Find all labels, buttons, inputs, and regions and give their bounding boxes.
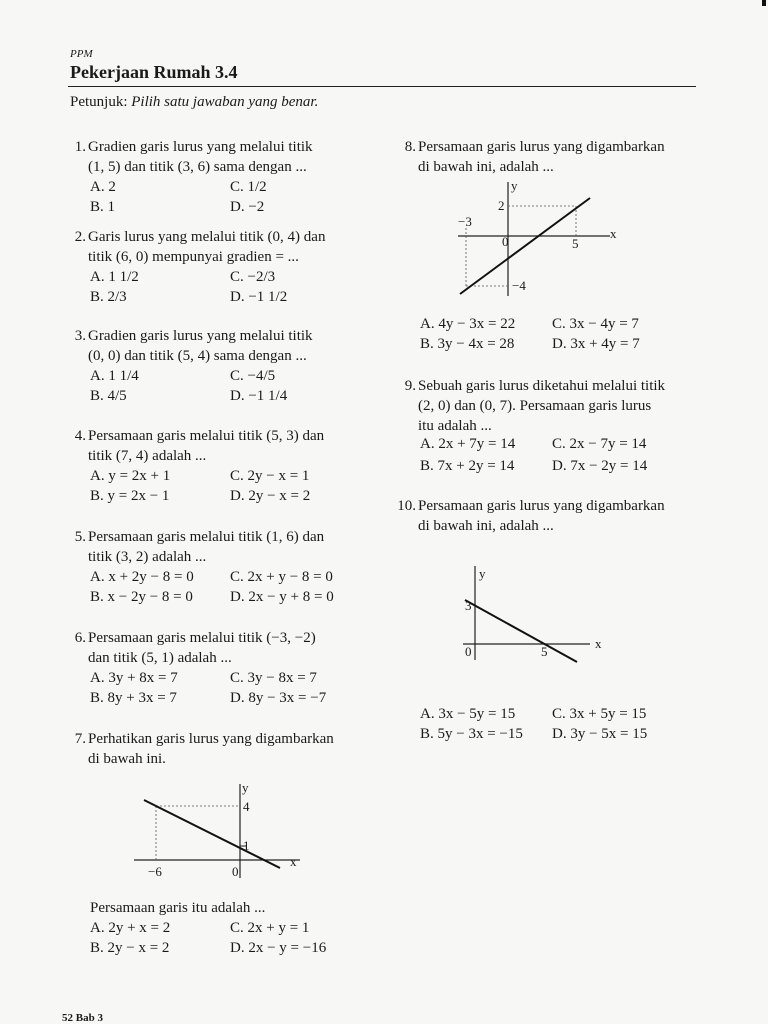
question-7 <box>62 729 382 769</box>
question-text: Persamaan garis melalui titik (1, 6) dan <box>88 529 325 545</box>
question-number: 7. <box>74 731 86 747</box>
question-10 <box>392 496 712 536</box>
instruction-text: Pilih satu jawaban yang benar. <box>131 94 319 110</box>
question-number: 6. <box>74 630 86 646</box>
page-title: Pekerjaan Rumah 3.4 <box>70 62 238 82</box>
tick-label: −6 <box>148 864 162 879</box>
question-number: 5. <box>74 529 86 545</box>
plotted-line <box>144 800 280 868</box>
question-text: Persamaan garis itu adalah ... <box>90 900 266 916</box>
question-4 <box>62 426 382 508</box>
question-10-answers <box>392 704 712 746</box>
option-b[interactable]: B. 1 <box>90 199 116 215</box>
option-a[interactable]: A. 2x + 7y = 14 <box>420 436 516 452</box>
option-c[interactable]: C. 3x − 4y = 7 <box>552 316 639 332</box>
tick-label: 0 <box>232 864 239 879</box>
question-text: dan titik (5, 1) adalah ... <box>88 650 232 666</box>
x-axis-label: x <box>595 636 602 651</box>
option-d[interactable]: D. 3x + 4y = 7 <box>552 336 640 352</box>
option-d[interactable]: D. 2x − y = −16 <box>230 940 327 956</box>
question-number: 10. <box>397 498 416 514</box>
question-text: (2, 0) dan (0, 7). Persamaan garis lurus <box>418 398 652 414</box>
question-text: itu adalah ... <box>418 418 492 434</box>
option-a[interactable]: A. 3y + 8x = 7 <box>90 670 178 686</box>
option-d[interactable]: D. 3y − 5x = 15 <box>552 726 648 742</box>
tick-label: 2 <box>498 198 505 213</box>
option-c[interactable]: C. 3y − 8x = 7 <box>230 670 317 686</box>
option-a[interactable]: A. y = 2x + 1 <box>90 468 171 484</box>
option-d[interactable]: D. 2x − y + 8 = 0 <box>230 589 334 605</box>
tick-label: −3 <box>458 214 472 229</box>
tick-label: 3 <box>465 598 472 613</box>
question-text: Persamaan garis melalui titik (5, 3) dan <box>88 428 325 444</box>
question-text: Gradien garis lurus yang melalui titik <box>88 328 313 344</box>
option-b[interactable]: B. 2/3 <box>90 289 127 305</box>
option-d[interactable]: D. −2 <box>230 199 265 215</box>
y-axis-label: y <box>511 178 518 193</box>
option-a[interactable]: A. 2 <box>90 179 116 195</box>
option-d[interactable]: D. 2y − x = 2 <box>230 488 311 504</box>
option-c[interactable]: C. 2x − 7y = 14 <box>552 436 647 452</box>
option-c[interactable]: C. 2x + y − 8 = 0 <box>230 569 333 585</box>
option-c[interactable]: C. −4/5 <box>230 368 276 384</box>
question-text: Persamaan garis lurus yang digambarkan <box>418 139 665 155</box>
question-text: titik (6, 0) mempunyai gradien = ... <box>88 249 299 265</box>
line-graph-q8 <box>450 178 630 300</box>
option-b[interactable]: B. 7x + 2y = 14 <box>420 458 515 474</box>
question-7-answers <box>62 898 382 960</box>
question-8-answers <box>392 314 712 356</box>
question-number: 9. <box>404 378 416 394</box>
option-b[interactable]: B. 8y + 3x = 7 <box>90 690 177 706</box>
x-axis-label: x <box>610 226 617 241</box>
option-b[interactable]: B. 4/5 <box>90 388 127 404</box>
option-a[interactable]: A. 1 1/2 <box>90 269 139 285</box>
tick-label: 4 <box>243 799 250 814</box>
question-text: Garis lurus yang melalui titik (0, 4) dan <box>88 229 326 245</box>
option-d[interactable]: D. −1 1/4 <box>230 388 288 404</box>
question-text: Sebuah garis lurus diketahui melalui titik <box>418 378 666 394</box>
question-number: 2. <box>74 229 86 245</box>
question-number: 8. <box>404 139 416 155</box>
question-text: Perhatikan garis lurus yang digambarkan <box>88 731 334 747</box>
option-d[interactable]: D. 7x − 2y = 14 <box>552 458 648 474</box>
question-number: 3. <box>74 328 86 344</box>
question-text: di bawah ini. <box>88 751 166 767</box>
option-c[interactable]: C. 2x + y = 1 <box>230 920 310 936</box>
tick-label: 1 <box>243 838 250 853</box>
question-text: Persamaan garis melalui titik (−3, −2) <box>88 630 316 646</box>
question-1 <box>62 137 382 219</box>
scan-mark <box>762 0 766 6</box>
question-3 <box>62 326 382 408</box>
question-8 <box>392 137 712 177</box>
tick-label: 5 <box>572 236 579 251</box>
title-divider <box>68 86 696 87</box>
publisher-label: PPM <box>70 48 93 60</box>
option-b[interactable]: B. 2y − x = 2 <box>90 940 170 956</box>
y-axis-label: y <box>242 780 249 795</box>
tick-label: 5 <box>541 644 548 659</box>
option-c[interactable]: C. 3x + 5y = 15 <box>552 706 647 722</box>
option-c[interactable]: C. 1/2 <box>230 179 267 195</box>
question-number: 1. <box>74 139 86 155</box>
option-a[interactable]: A. 3x − 5y = 15 <box>420 706 516 722</box>
line-graph-q10 <box>455 562 625 670</box>
question-text: di bawah ini, adalah ... <box>418 159 554 175</box>
question-9 <box>392 376 712 476</box>
option-d[interactable]: D. 8y − 3x = −7 <box>230 690 327 706</box>
question-2 <box>62 227 382 309</box>
tick-label: 0 <box>465 644 472 659</box>
option-a[interactable]: A. 2y + x = 2 <box>90 920 171 936</box>
option-a[interactable]: A. 1 1/4 <box>90 368 139 384</box>
question-text: Gradien garis lurus yang melalui titik <box>88 139 313 155</box>
line-graph-q7 <box>130 778 310 888</box>
option-b[interactable]: B. y = 2x − 1 <box>90 488 170 504</box>
option-a[interactable]: A. x + 2y − 8 = 0 <box>90 569 194 585</box>
instruction-label: Petunjuk: <box>70 94 128 110</box>
plotted-line <box>465 600 577 662</box>
option-b[interactable]: B. x − 2y − 8 = 0 <box>90 589 193 605</box>
option-a[interactable]: A. 4y − 3x = 22 <box>420 316 516 332</box>
question-6 <box>62 628 382 710</box>
option-b[interactable]: B. 5y − 3x = −15 <box>420 726 523 742</box>
x-axis-label: x <box>290 854 297 869</box>
question-text: Persamaan garis lurus yang digambarkan <box>418 498 665 514</box>
instructions <box>70 94 318 111</box>
page-footer: 52 Bab 3 <box>62 1012 103 1024</box>
question-text: titik (7, 4) adalah ... <box>88 448 207 464</box>
y-axis-label: y <box>479 566 486 581</box>
question-5 <box>62 527 382 609</box>
question-text: titik (3, 2) adalah ... <box>88 549 207 565</box>
question-text: (1, 5) dan titik (3, 6) sama dengan ... <box>88 159 307 175</box>
tick-label: −4 <box>512 278 526 293</box>
question-text: (0, 0) dan titik (5, 4) sama dengan ... <box>88 348 307 364</box>
option-d[interactable]: D. −1 1/2 <box>230 289 288 305</box>
question-text: di bawah ini, adalah ... <box>418 518 554 534</box>
option-c[interactable]: C. 2y − x = 1 <box>230 468 310 484</box>
tick-label: 0 <box>502 234 509 249</box>
option-b[interactable]: B. 3y − 4x = 28 <box>420 336 515 352</box>
question-number: 4. <box>74 428 86 444</box>
option-c[interactable]: C. −2/3 <box>230 269 276 285</box>
